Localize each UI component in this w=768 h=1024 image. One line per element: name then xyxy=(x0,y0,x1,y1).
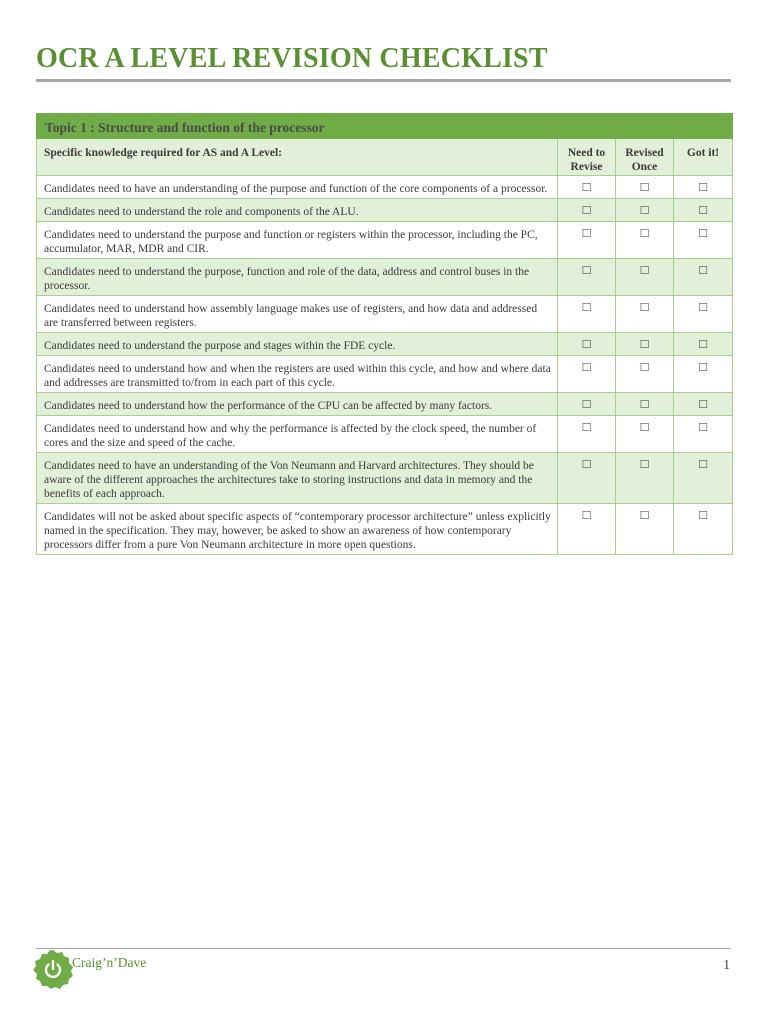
checklist-row xyxy=(37,416,733,453)
requirement-text: Candidates need to have an understanding of the purpose and function of the core components of a processor. xyxy=(37,176,558,199)
requirement-text: Candidates need to have an understanding of the Von Neumann and Harvard architectures. They should be aware of the different approaches the architectures take to storing instructions and data in memory and the benefits of each approach. xyxy=(37,453,558,504)
revised-once-checkbox[interactable]: ☐ xyxy=(616,222,674,259)
revised-once-checkbox[interactable]: ☐ xyxy=(616,453,674,504)
need-to-revise-checkbox[interactable]: ☐ xyxy=(558,296,616,333)
need-to-revise-checkbox[interactable]: ☐ xyxy=(558,504,616,555)
requirement-text: Candidates will not be asked about specific aspects of “contemporary processor architecture” unless explicitly named in the specification. They may, however, be asked to show an awareness of how contemporary processors differ from a pure Von Neumann architecture in more open questions. xyxy=(37,504,558,555)
revised-once-checkbox[interactable]: ☐ xyxy=(616,333,674,356)
checklist-row xyxy=(37,259,733,296)
requirement-text: Candidates need to understand how and why the performance is affected by the clock speed, the number of cores and the size and speed of the cache. xyxy=(37,416,558,453)
need-to-revise-checkbox[interactable]: ☐ xyxy=(558,416,616,453)
need-to-revise-checkbox[interactable]: ☐ xyxy=(558,222,616,259)
revised-once-checkbox[interactable]: ☐ xyxy=(616,199,674,222)
power-icon xyxy=(32,949,74,989)
revised-once-checkbox[interactable]: ☐ xyxy=(616,296,674,333)
got-it-checkbox[interactable]: ☐ xyxy=(674,176,733,199)
knowledge-column-header: Specific knowledge required for AS and A Level: xyxy=(37,139,558,176)
revised-once-checkbox[interactable]: ☐ xyxy=(616,259,674,296)
got-it-column-header: Got it! xyxy=(674,139,733,176)
got-it-checkbox[interactable]: ☐ xyxy=(674,393,733,416)
requirement-text: Candidates need to understand how the performance of the CPU can be affected by many factors. xyxy=(37,393,558,416)
need-to-revise-checkbox[interactable]: ☐ xyxy=(558,393,616,416)
checklist-row xyxy=(37,504,733,555)
revised-once-checkbox[interactable]: ☐ xyxy=(616,393,674,416)
got-it-checkbox[interactable]: ☐ xyxy=(674,199,733,222)
footer-brand: Craig’n’Dave xyxy=(72,955,147,970)
footer-divider xyxy=(36,948,731,949)
got-it-checkbox[interactable]: ☐ xyxy=(674,222,733,259)
checklist-row xyxy=(37,199,733,222)
checklist-row xyxy=(37,296,733,333)
got-it-checkbox[interactable]: ☐ xyxy=(674,453,733,504)
requirement-text: Candidates need to understand how assembly language makes use of registers, and how data and addressed are transferred between registers. xyxy=(37,296,558,333)
revised-once-checkbox[interactable]: ☐ xyxy=(616,504,674,555)
got-it-checkbox[interactable]: ☐ xyxy=(674,296,733,333)
need-to-revise-checkbox[interactable]: ☐ xyxy=(558,259,616,296)
got-it-checkbox[interactable]: ☐ xyxy=(674,416,733,453)
requirement-text: Candidates need to understand the purpose and stages within the FDE cycle. xyxy=(37,333,558,356)
topic-title: Topic 1 : Structure and function of the processor xyxy=(37,114,733,139)
page-number: 1 xyxy=(723,957,730,972)
requirement-text: Candidates need to understand how and when the registers are used within this cycle, and how and where data and addresses are transmitted to/from in each part of this cycle. xyxy=(37,356,558,393)
topic-header-row xyxy=(37,114,733,139)
title-divider xyxy=(36,79,731,82)
page-title: OCR A LEVEL REVISION CHECKLIST xyxy=(36,43,548,74)
requirement-text: Candidates need to understand the purpose, function and role of the data, address and control buses in the processor. xyxy=(37,259,558,296)
checklist-row xyxy=(37,222,733,259)
requirement-text: Candidates need to understand the role and components of the ALU. xyxy=(37,199,558,222)
need-to-revise-column-header: Need to Revise xyxy=(558,139,616,176)
requirement-text: Candidates need to understand the purpose and function or registers within the processor, including the PC, accumulator, MAR, MDR and CIR. xyxy=(37,222,558,259)
checklist-row xyxy=(37,356,733,393)
revised-once-checkbox[interactable]: ☐ xyxy=(616,416,674,453)
revised-once-checkbox[interactable]: ☐ xyxy=(616,176,674,199)
got-it-checkbox[interactable]: ☐ xyxy=(674,333,733,356)
checklist-row xyxy=(37,176,733,199)
checklist-row xyxy=(37,333,733,356)
revision-checklist-table xyxy=(36,113,733,555)
got-it-checkbox[interactable]: ☐ xyxy=(674,356,733,393)
need-to-revise-checkbox[interactable]: ☐ xyxy=(558,356,616,393)
got-it-checkbox[interactable]: ☐ xyxy=(674,504,733,555)
need-to-revise-checkbox[interactable]: ☐ xyxy=(558,333,616,356)
revised-once-checkbox[interactable]: ☐ xyxy=(616,356,674,393)
column-header-row xyxy=(37,139,733,176)
need-to-revise-checkbox[interactable]: ☐ xyxy=(558,199,616,222)
need-to-revise-checkbox[interactable]: ☐ xyxy=(558,453,616,504)
revised-once-column-header: Revised Once xyxy=(616,139,674,176)
checklist-row xyxy=(37,453,733,504)
checklist-row xyxy=(37,393,733,416)
need-to-revise-checkbox[interactable]: ☐ xyxy=(558,176,616,199)
got-it-checkbox[interactable]: ☐ xyxy=(674,259,733,296)
